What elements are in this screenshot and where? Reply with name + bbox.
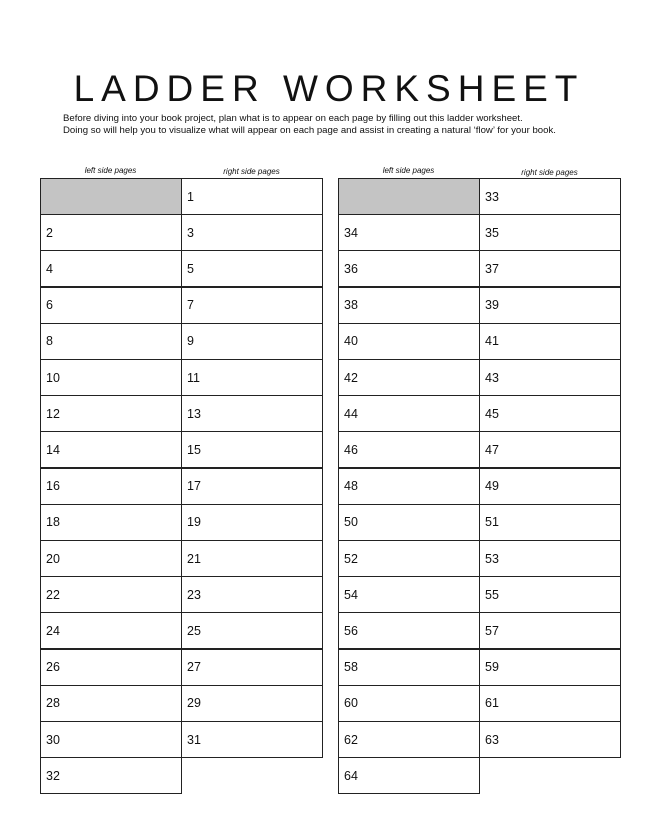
right-page-cell-9[interactable]: 9 <box>181 323 323 360</box>
left-page-cell-58[interactable]: 58 <box>338 649 480 686</box>
left-page-cell-4[interactable]: 4 <box>40 250 182 287</box>
blank-cell-2[interactable] <box>338 178 480 215</box>
right-page-cell-11[interactable]: 11 <box>181 359 323 396</box>
left-page-cell-10[interactable]: 10 <box>40 359 182 396</box>
left-page-cell-42[interactable]: 42 <box>338 359 480 396</box>
left-page-cell-26[interactable]: 26 <box>40 649 182 686</box>
right-page-cell-23[interactable]: 23 <box>181 576 323 613</box>
right-page-cell-35[interactable]: 35 <box>479 214 621 251</box>
right-page-cell-63[interactable]: 63 <box>479 721 621 758</box>
right-page-cell-27[interactable]: 27 <box>181 649 323 686</box>
right-page-cell-47[interactable]: 47 <box>479 431 621 468</box>
left-page-cell-20[interactable]: 20 <box>40 540 182 577</box>
left-page-cell-46[interactable]: 46 <box>338 431 480 468</box>
right-page-cell-1[interactable]: 1 <box>181 178 323 215</box>
header-right-side-pages-1: right side pages <box>223 167 280 176</box>
blank-cell-1[interactable] <box>40 178 182 215</box>
right-page-cell-37[interactable]: 37 <box>479 250 621 287</box>
left-page-cell-22[interactable]: 22 <box>40 576 182 613</box>
header-right-side-pages-2: right side pages <box>521 168 578 177</box>
right-page-cell-59[interactable]: 59 <box>479 649 621 686</box>
right-page-cell-39[interactable]: 39 <box>479 287 621 324</box>
left-page-cell-48[interactable]: 48 <box>338 468 480 505</box>
left-page-cell-24[interactable]: 24 <box>40 612 182 649</box>
right-page-cell-15[interactable]: 15 <box>181 431 323 468</box>
left-page-cell-12[interactable]: 12 <box>40 395 182 432</box>
left-page-cell-36[interactable]: 36 <box>338 250 480 287</box>
left-page-cell-64[interactable]: 64 <box>338 757 480 794</box>
right-page-cell-41[interactable]: 41 <box>479 323 621 360</box>
right-page-cell-13[interactable]: 13 <box>181 395 323 432</box>
right-page-cell-53[interactable]: 53 <box>479 540 621 577</box>
left-page-cell-2[interactable]: 2 <box>40 214 182 251</box>
right-page-cell-5[interactable]: 5 <box>181 250 323 287</box>
left-page-cell-8[interactable]: 8 <box>40 323 182 360</box>
left-page-cell-56[interactable]: 56 <box>338 612 480 649</box>
left-page-cell-6[interactable]: 6 <box>40 287 182 324</box>
left-page-cell-52[interactable]: 52 <box>338 540 480 577</box>
right-page-cell-55[interactable]: 55 <box>479 576 621 613</box>
left-page-cell-16[interactable]: 16 <box>40 468 182 505</box>
right-page-cell-49[interactable]: 49 <box>479 468 621 505</box>
right-page-cell-45[interactable]: 45 <box>479 395 621 432</box>
page-title: LADDER WORKSHEET <box>73 68 585 109</box>
intro-line-1: Before diving into your book project, plan what is to appear on each page by filling out this ladder worksheet. <box>63 113 523 124</box>
left-page-cell-14[interactable]: 14 <box>40 431 182 468</box>
header-left-side-pages-2: left side pages <box>382 166 435 175</box>
right-page-cell-51[interactable]: 51 <box>479 504 621 541</box>
right-page-cell-3[interactable]: 3 <box>181 214 323 251</box>
right-page-cell-19[interactable]: 19 <box>181 504 323 541</box>
left-page-cell-50[interactable]: 50 <box>338 504 480 541</box>
intro-line-2: Doing so will help you to visualize what will appear on each page and assist in creating a natural ‘flow’ for your book. <box>63 125 556 136</box>
intro-text <box>63 113 556 137</box>
right-page-cell-21[interactable]: 21 <box>181 540 323 577</box>
left-page-cell-44[interactable]: 44 <box>338 395 480 432</box>
right-page-cell-61[interactable]: 61 <box>479 685 621 722</box>
right-page-cell-25[interactable]: 25 <box>181 612 323 649</box>
right-page-cell-33[interactable]: 33 <box>479 178 621 215</box>
left-page-cell-34[interactable]: 34 <box>338 214 480 251</box>
right-page-cell-43[interactable]: 43 <box>479 359 621 396</box>
left-page-cell-40[interactable]: 40 <box>338 323 480 360</box>
left-page-cell-30[interactable]: 30 <box>40 721 182 758</box>
left-page-cell-54[interactable]: 54 <box>338 576 480 613</box>
right-page-cell-7[interactable]: 7 <box>181 287 323 324</box>
right-page-cell-17[interactable]: 17 <box>181 468 323 505</box>
left-page-cell-18[interactable]: 18 <box>40 504 182 541</box>
right-page-cell-31[interactable]: 31 <box>181 721 323 758</box>
left-page-cell-38[interactable]: 38 <box>338 287 480 324</box>
left-page-cell-28[interactable]: 28 <box>40 685 182 722</box>
header-left-side-pages-1: left side pages <box>84 166 137 175</box>
left-page-cell-32[interactable]: 32 <box>40 757 182 794</box>
left-page-cell-60[interactable]: 60 <box>338 685 480 722</box>
right-page-cell-57[interactable]: 57 <box>479 612 621 649</box>
left-page-cell-62[interactable]: 62 <box>338 721 480 758</box>
right-page-cell-29[interactable]: 29 <box>181 685 323 722</box>
